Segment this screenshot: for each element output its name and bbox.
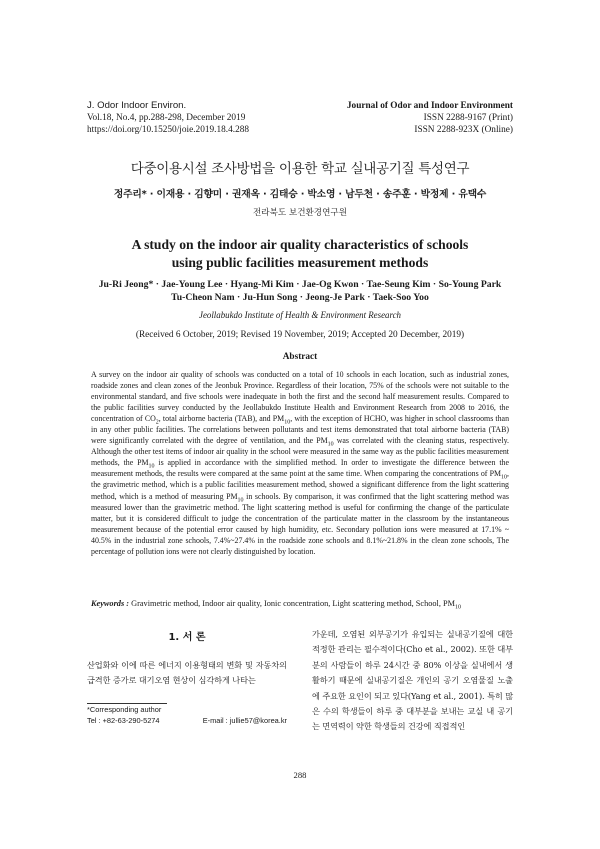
- abstract-text-1: A survey on the indoor air quality of schools was conducted on a total of 10 schools in each location, such as industrial zones, roadside zones and clean zones of the Jeonbuk Province. Regardless of their location, 75% of the schools were not suitable to the environmental standard, and five schools were inadequate in both the first and the second half measurement results. Compared to the public facilities survey conducted by the Jeollabukdo Institute Health and Environment Research from 2008 to 2016, the concentration of CO: [91, 370, 509, 424]
- abstract-text-3: , with the exception of HCHO, was higher in school classrooms than in any other public facilities. The correlations between pollutants and test items demonstrated that total airborne bacteria (TAB) were significantly correlated with the degree of ventilation, and the PM: [91, 414, 510, 446]
- abstract-text-2: , total airborne bacteria (TAB), and PM: [158, 414, 285, 424]
- corresponding-author-label: *Corresponding author: [87, 705, 162, 714]
- pm10-subscript: 10: [327, 441, 334, 448]
- pm10-subscript: 10: [237, 497, 244, 504]
- english-authors-line-1: Ju-Ri Jeong* · Jae-Young Lee · Hyang-Mi Kim · Jae-Og Kwon · Tae-Seung Kim · So-Young Park: [98, 279, 502, 290]
- keywords-subscript: 10: [455, 604, 461, 611]
- korean-title: 다중이용시설 조사방법을 이용한 학교 실내공기질 특성연구: [130, 161, 470, 177]
- volume-info: Vol.18, No.4, pp.288-298, December 2019: [87, 113, 246, 123]
- journal-full-name: Journal of Odor and Indoor Environment: [346, 101, 513, 111]
- english-authors-line-2: Tu-Cheon Nam · Ju-Hun Song · Jeong-Je Park · Taek-Soo Yoo: [171, 291, 429, 303]
- korean-affiliation: 전라북도 보건환경연구원: [252, 208, 348, 218]
- english-authors: [0, 279, 600, 304]
- section-heading-introduction: 1. 서 론: [168, 632, 206, 643]
- left-column-text: 산업화와 이에 따른 에너지 이용형태의 변화 및 자동차의 급격한 증가로 대기오염 현상이 심각하게 나타는: [87, 660, 287, 685]
- english-affiliation: Jeollabukdo Institute of Health & Environment Research: [199, 310, 401, 320]
- english-title-line-2: using public facilities measurement methods: [171, 255, 429, 270]
- co2-subscript: 2: [155, 419, 159, 426]
- issn-online: ISSN 2288-923X (Online): [414, 125, 513, 135]
- abstract-text-7: in schools. By comparison, it was confirmed that the light scattering method was measured lower than the gravimetric method. The light scattering method is useful for confirming the change of the particulate matter, but it is considered difficult to judge the concentration of the particulate matter in the classroom by the instantaneous measurement because of the potential error caused by high humidity, etc. Secondary pollution ions were measured at 17.1% ~ 40.5% in the industrial zone schools, 7.4%~27.4% in the roadside zone schools and 8.1%~21.8% in the clean zone schools, The percentage of pollution ions were not clearly distinguished by location.: [91, 491, 510, 556]
- pm10-subscript: 10: [501, 475, 508, 481]
- abstract-text-5: is applied in accordance with the simplified method. In order to investigate the difference between the measurement methods, the results were compared at the same point at the same time. When comparing the concentrations of PM: [91, 458, 509, 479]
- abstract-heading: Abstract: [282, 352, 318, 362]
- pm10-subscript: 10: [148, 463, 155, 470]
- english-title-line-1: A study on the indoor air quality characteristics of schools: [131, 237, 469, 252]
- english-title: [0, 236, 600, 272]
- page-number: 288: [293, 770, 307, 780]
- footnote: [87, 704, 287, 726]
- abstract-text-4: was correlated with the cleaning status, respectively. Although the other test items of indoor air quality in the school were measured in the same way as the public facilities measurement methods, the PM: [91, 436, 509, 468]
- issn-print: ISSN 2288-9167 (Print): [423, 113, 513, 123]
- pm10-subscript: 10: [284, 419, 291, 426]
- right-column-text: 가운데, 오염된 외부공기가 유입되는 실내공기질에 대한 적정한 관리는 필수적이다(Cho et al., 2002). 또한 대부분의 사람들이 하루 24시간 중 80% 이상을 실내에서 생활하기 때문에 실내공기질은 개인의 공기 오염물질 노출에 주요한 요인이 되고 있다(Yang et al., 2001). 특히 많은 수의 학생들이 하루 중 대부분을 보내는 교실 내 공기는 면역력이 약한 학생들의 건강에 직접적인: [312, 629, 513, 732]
- keywords: [91, 598, 509, 609]
- korean-authors: 정주리* · 이재용 · 김향미 · 권재옥 · 김태승 · 박소영 · 남두천 · 송주훈 · 박정제 · 유택수: [113, 189, 487, 200]
- journal-citation: [87, 100, 249, 136]
- author-phone: Tel : +82-63-290-5274: [87, 716, 160, 725]
- author-email[interactable]: E-mail : jullie57@korea.kr: [202, 716, 287, 725]
- keywords-text: Gravimetric method, Indoor air quality, Ionic concentration, Light scattering method, School, PM: [129, 599, 455, 608]
- abstract-text-6: , the gravimetric method, which is a public facilities measurement method, showed a significant difference from the light scattering method, which is a method of measuring PM: [91, 469, 509, 501]
- journal-short-name: J. Odor Indoor Environ.: [87, 100, 187, 111]
- doi-link[interactable]: https://doi.org/10.15250/joie.2019.18.4.288: [87, 125, 250, 135]
- received-dates: (Received 6 October, 2019; Revised 19 November, 2019; Accepted 20 December, 2019): [135, 330, 465, 340]
- journal-issn-block: [347, 100, 513, 136]
- keywords-label: Keywords :: [91, 599, 130, 608]
- abstract-body: [91, 369, 509, 557]
